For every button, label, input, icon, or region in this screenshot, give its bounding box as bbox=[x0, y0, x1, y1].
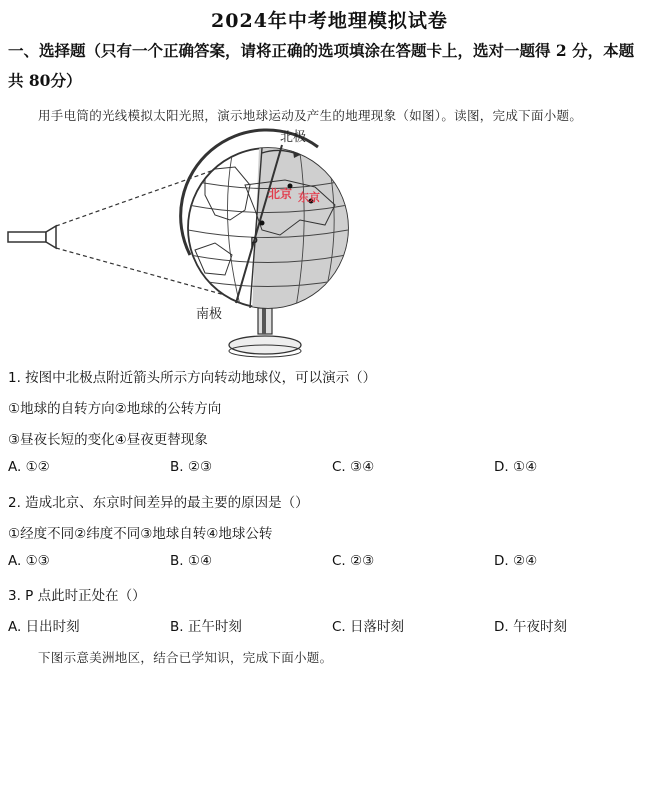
question-1-statement-1: ①地球的自转方向②地球的公转方向 bbox=[8, 401, 222, 417]
question-1-option-c[interactable]: C. ③④ bbox=[332, 459, 375, 475]
beijing-label: 北京 bbox=[268, 187, 293, 201]
question-1-option-d[interactable]: D. ①④ bbox=[494, 459, 538, 475]
tokyo-label: 东京 bbox=[298, 191, 320, 204]
question-2-option-b[interactable]: B. ①④ bbox=[170, 553, 213, 569]
north-pole-label: 北极 bbox=[280, 130, 307, 145]
south-pole-label: 南极 bbox=[196, 307, 223, 322]
question-3-option-c[interactable]: C. 日落时刻 bbox=[332, 619, 405, 635]
question-1-option-a[interactable]: A. ①② bbox=[8, 459, 50, 475]
intro-text-1: 用手电筒的光线模拟太阳光照，演示地球运动及产生的地理现象（如图）。读图，完成下面小题。 bbox=[38, 108, 583, 123]
question-2-stem: 2. 造成北京、东京时间差异的最主要的原因是（） bbox=[8, 495, 309, 511]
section-heading: 一、选择题（只有一个正确答案，请将正确的选项填涂在答题卡上，选对一题得 2 分，本题 bbox=[8, 41, 635, 60]
point-p-label: P bbox=[250, 236, 258, 251]
question-1-option-b[interactable]: B. ②③ bbox=[170, 459, 213, 475]
intro-text-2: 下图示意美洲地区，结合已学知识，完成下面小题。 bbox=[38, 650, 333, 665]
question-1-stem: 1. 按图中北极点附近箭头所示方向转动地球仪，可以演示（） bbox=[8, 370, 377, 386]
question-2-option-c[interactable]: C. ②③ bbox=[332, 553, 375, 569]
question-1-statement-2: ③昼夜长短的变化④昼夜更替现象 bbox=[8, 432, 208, 448]
globe-stand bbox=[229, 308, 301, 357]
point-p-dot bbox=[260, 221, 265, 226]
question-3-stem: 3. P 点此时正处在（） bbox=[8, 588, 146, 604]
question-2-statement-1: ①经度不同②纬度不同③地球自转④地球公转 bbox=[8, 526, 273, 542]
question-3-option-b[interactable]: B. 正午时刻 bbox=[170, 619, 242, 635]
globe-flashlight-figure bbox=[0, 125, 659, 360]
question-2-option-a[interactable]: A. ①③ bbox=[8, 553, 50, 569]
section-heading-cont: 共 80分） bbox=[8, 71, 82, 90]
question-3-option-d[interactable]: D. 午夜时刻 bbox=[494, 619, 567, 635]
page-title: 2024年中考地理模拟试卷 bbox=[211, 10, 448, 32]
question-3-option-a[interactable]: A. 日出时刻 bbox=[8, 619, 80, 635]
flashlight-icon bbox=[8, 226, 56, 248]
question-2-option-d[interactable]: D. ②④ bbox=[494, 553, 538, 569]
